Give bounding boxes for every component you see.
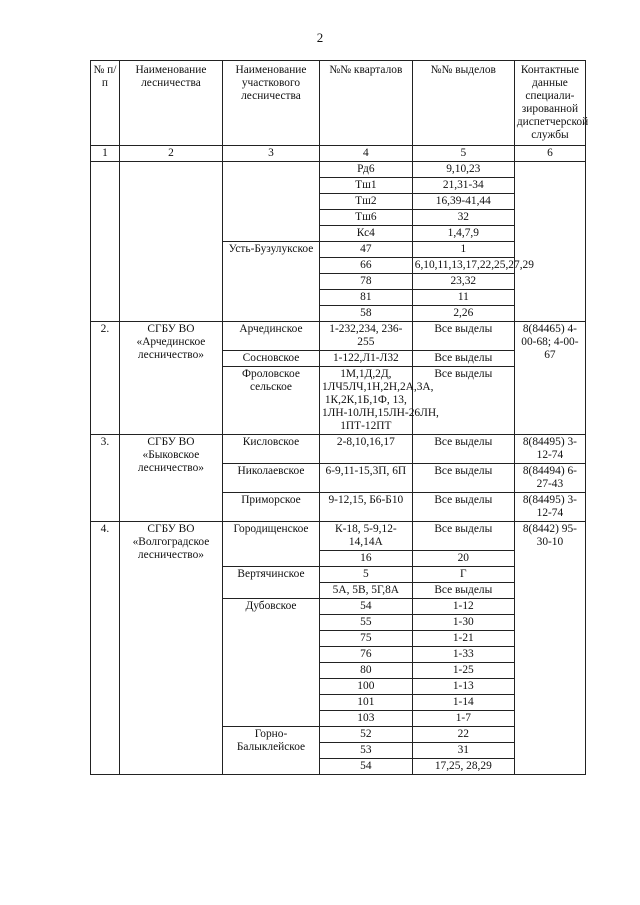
column-number: 6 [514,146,585,162]
cell-plot: 1-33 [412,647,514,663]
cell-plot: 16,39-41,44 [412,194,514,210]
cell-quarter: Рд6 [319,162,412,178]
table-row [91,162,586,178]
cell-quarter: 55 [319,615,412,631]
header-forestry: Наименование лесничества [119,61,222,146]
header-contacts: Контактные данные специали-зированной диспетчерской службы [514,61,585,146]
cell-quarter: 54 [319,599,412,615]
column-number: 4 [319,146,412,162]
header-district: Наименование участкового лесничества [223,61,320,146]
cell-plot: 32 [412,210,514,226]
cell-contact [514,162,585,322]
table-row [91,322,586,351]
cell-quarter: 103 [319,711,412,727]
header-plots: №№ выделов [412,61,514,146]
cell-plot: 22 [412,727,514,743]
cell-district: Усть-Бузулукское [223,242,320,322]
column-number-row [91,146,586,162]
cell-quarter: Тш2 [319,194,412,210]
cell-plot: Все выделы [412,493,514,522]
cell-quarter: 1-232,234, 236-255 [319,322,412,351]
cell-plot: Г [412,567,514,583]
cell-quarter: К-18, 5-9,12-14,14А [319,522,412,551]
cell-district: Приморское [223,493,320,522]
header-number: № п/п [91,61,120,146]
cell-quarter: 1-122,Л1-Л32 [319,351,412,367]
cell-contact: 8(84495) 3-12-74 [514,493,585,522]
cell-quarter: 58 [319,306,412,322]
cell-contact: 8(84494) 6-27-43 [514,464,585,493]
cell-contact: 8(8442) 95-30-10 [514,522,585,775]
cell-plot: 6,10,11,13,17,22,25,27,29 [412,258,514,274]
cell-plot: 31 [412,743,514,759]
cell-plot: 11 [412,290,514,306]
cell-plot: Все выделы [412,583,514,599]
cell-forestry: СГБУ ВО «Волгоградское лесничество» [119,522,222,775]
cell-forestry [119,162,222,322]
cell-plot: 1-21 [412,631,514,647]
cell-plot: Все выделы [412,464,514,493]
column-number: 5 [412,146,514,162]
cell-plot: Все выделы [412,322,514,351]
cell-quarter: 81 [319,290,412,306]
cell-district: Городищенское [223,522,320,567]
cell-plot: 21,31-34 [412,178,514,194]
cell-quarter: 78 [319,274,412,290]
cell-plot: Все выделы [412,367,514,435]
table-row [91,435,586,464]
cell-quarter: 47 [319,242,412,258]
column-number: 2 [119,146,222,162]
cell-forestry: СГБУ ВО «Быковское лесничество» [119,435,222,522]
cell-quarter: 101 [319,695,412,711]
cell-quarter: Тш1 [319,178,412,194]
cell-district: Горно-Балыклейское [223,727,320,775]
cell-plot: 17,25, 28,29 [412,759,514,775]
cell-quarter: 6-9,11-15,3П, 6П [319,464,412,493]
cell-forestry: СГБУ ВО «Арчединское лесничество» [119,322,222,435]
cell-plot: 1-25 [412,663,514,679]
cell-plot: 1 [412,242,514,258]
cell-plot: 2,26 [412,306,514,322]
cell-district: Сосновское [223,351,320,367]
cell-district: Кисловское [223,435,320,464]
cell-plot: 1-30 [412,615,514,631]
cell-quarter: 16 [319,551,412,567]
cell-district: Николаевское [223,464,320,493]
cell-quarter: Кс4 [319,226,412,242]
cell-plot: Все выделы [412,435,514,464]
table-header-row [91,61,586,146]
cell-quarter: 66 [319,258,412,274]
header-quarters: №№ кварталов [319,61,412,146]
cell-contact: 8(84465) 4-00-68; 4-00-67 [514,322,585,435]
table-row [91,522,586,551]
cell-quarter: 1М,1Д,2Д, 1ЛЧ5ЛЧ,1Н,2Н,2А,3А, 1К,2К,1Б,1Ф, 13, 1ЛН-10ЛН,15ЛН-26ЛН, 1ПТ-12ПТ [319,367,412,435]
column-number: 1 [91,146,120,162]
cell-quarter: 9-12,15, Б6-Б10 [319,493,412,522]
page-number: 2 [316,30,324,45]
cell-quarter: 75 [319,631,412,647]
cell-plot: Все выделы [412,522,514,551]
forestry-table [90,60,589,775]
cell-number [91,162,120,322]
cell-contact: 8(84495) 3-12-74 [514,435,585,464]
cell-district [223,162,320,242]
cell-district: Фроловское сельское [223,367,320,435]
cell-quarter: 5А, 5В, 5Г,8А [319,583,412,599]
cell-number: 4. [91,522,120,775]
cell-plot: 1-14 [412,695,514,711]
cell-district: Дубовское [223,599,320,727]
cell-quarter: 76 [319,647,412,663]
cell-plot: 1-7 [412,711,514,727]
cell-plot: 20 [412,551,514,567]
cell-plot: 1-12 [412,599,514,615]
cell-quarter: 52 [319,727,412,743]
column-number: 3 [223,146,320,162]
cell-plot: 1,4,7,9 [412,226,514,242]
cell-district: Вертячинское [223,567,320,599]
cell-plot: 1-13 [412,679,514,695]
cell-quarter: 80 [319,663,412,679]
cell-quarter: 53 [319,743,412,759]
cell-quarter: 5 [319,567,412,583]
cell-district: Арчединское [223,322,320,351]
cell-plot: Все выделы [412,351,514,367]
cell-quarter: Тш6 [319,210,412,226]
cell-plot: 23,32 [412,274,514,290]
cell-quarter: 2-8,10,16,17 [319,435,412,464]
cell-plot: 9,10,23 [412,162,514,178]
cell-number: 3. [91,435,120,522]
cell-quarter: 54 [319,759,412,775]
cell-quarter: 100 [319,679,412,695]
cell-number: 2. [91,322,120,435]
